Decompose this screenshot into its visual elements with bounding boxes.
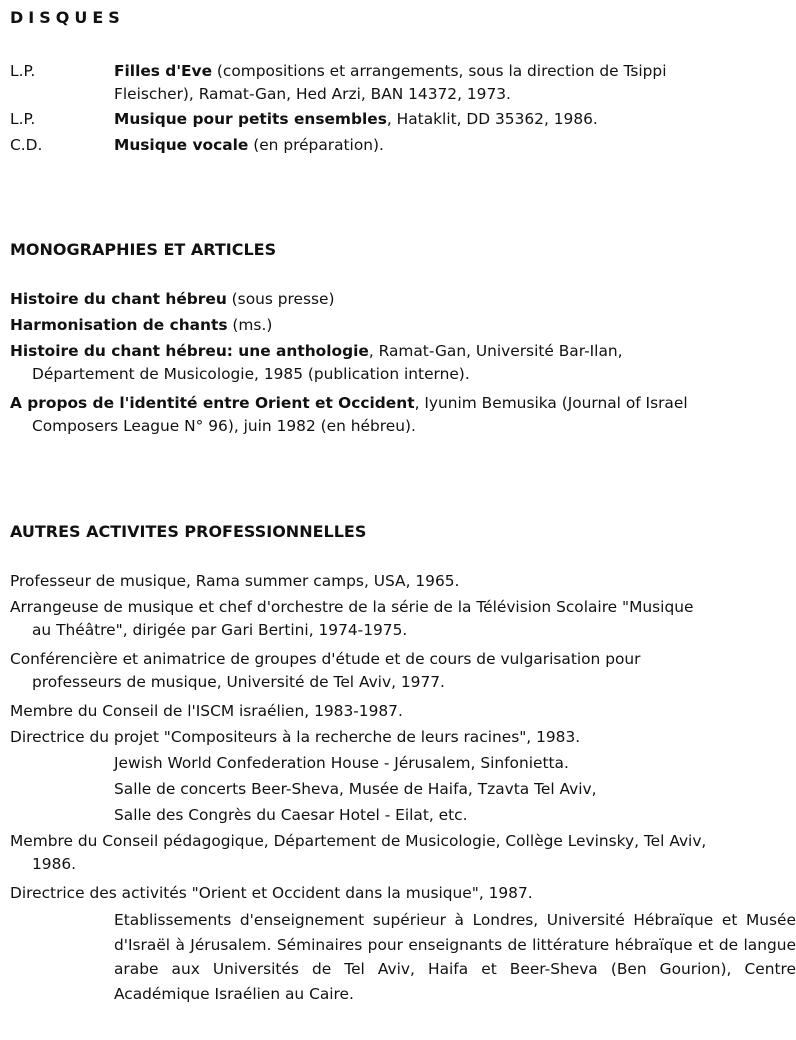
disc-details: (compositions et arrangements, sous la direction de Tsippi Fleischer), Ramat-Gan, Hed Arzi, BAN 14372, 1973. [114,62,667,103]
section-heading-monographies: MONOGRAPHIES ET ARTICLES [10,240,277,259]
activity-entry: Arrangeuse de musique et chef d'orchestre de la série de la Télévision Scolaire "Musique au Théâtre", dirigée par Gari Bertini, 1974-1975. [10,598,694,639]
activity-subline: Salle de concerts Beer-Sheva, Musée de Haifa, Tzavta Tel Aviv, [114,780,597,798]
publication-title: Histoire du chant hébreu: une anthologie [10,342,369,360]
disc-description [114,108,692,131]
publication-entry [10,340,714,386]
disc-title: Musique vocale [114,136,249,154]
activity-entry: Membre du Conseil pédagogique, Département de Musicologie, Collège Levinsky, Tel Aviv, 1986. [10,832,707,873]
disc-description [114,134,692,157]
activity-subline: Salle des Congrès du Caesar Hotel - Eilat, etc. [114,806,468,824]
section-heading-activites: AUTRES ACTIVITES PROFESSIONNELLES [10,522,367,541]
disc-title: Musique pour petits ensembles [114,110,387,128]
publication-details: (sous presse) [226,290,335,308]
activity-entry: Directrice des activités "Orient et Occident dans la musique", 1987. [10,884,533,902]
publication-details: (ms.) [227,316,273,334]
disc-type: L.P. [10,62,36,80]
section-heading-disques: DISQUES [10,8,125,27]
activity-entry: Membre du Conseil de l'ISCM israélien, 1983-1987. [10,702,403,720]
disc-details: (en préparation). [248,136,384,154]
activity-paragraph: Etablissements d'enseignement supérieur à Londres, Université Hébraïque et Musée d'Israël à Jérusalem. Séminaires pour enseignants de littérature hébraïque et de langue arabe aux Universités de Tel Aviv, Haifa et Beer-Sheva (Ben Gourion), Centre Académique Israélien au Caire. [114,911,796,1003]
publication-title: A propos de l'identité entre Orient et Occident [10,394,415,412]
publication-entry [10,392,714,438]
publication-title: Harmonisation de chants [10,316,228,334]
publication-entry [10,314,714,337]
disc-type: L.P. [10,110,36,128]
disc-title: Filles d'Eve [114,62,213,80]
activity-subline: Jewish World Confederation House - Jérusalem, Sinfonietta. [114,754,569,772]
disc-description [114,60,692,106]
publication-details: , Ramat-Gan, Université Bar-Ilan, Département de Musicologie, 1985 (publication interne). [32,342,623,383]
activity-entry: Directrice du projet "Compositeurs à la recherche de leurs racines", 1983. [10,728,581,746]
activity-entry: Conférencière et animatrice de groupes d'étude et de cours de vulgarisation pour professeurs de musique, Université de Tel Aviv, 1977. [10,650,641,691]
activity-entry: Professeur de musique, Rama summer camps, USA, 1965. [10,572,460,590]
disc-type: C.D. [10,136,43,154]
disc-details: , Hataklit, DD 35362, 1986. [386,110,598,128]
publication-title: Histoire du chant hébreu [10,290,227,308]
publication-entry [10,288,714,311]
publication-details: , Iyunim Bemusika (Journal of Israel Composers League N° 96), juin 1982 (en hébreu). [32,394,688,435]
